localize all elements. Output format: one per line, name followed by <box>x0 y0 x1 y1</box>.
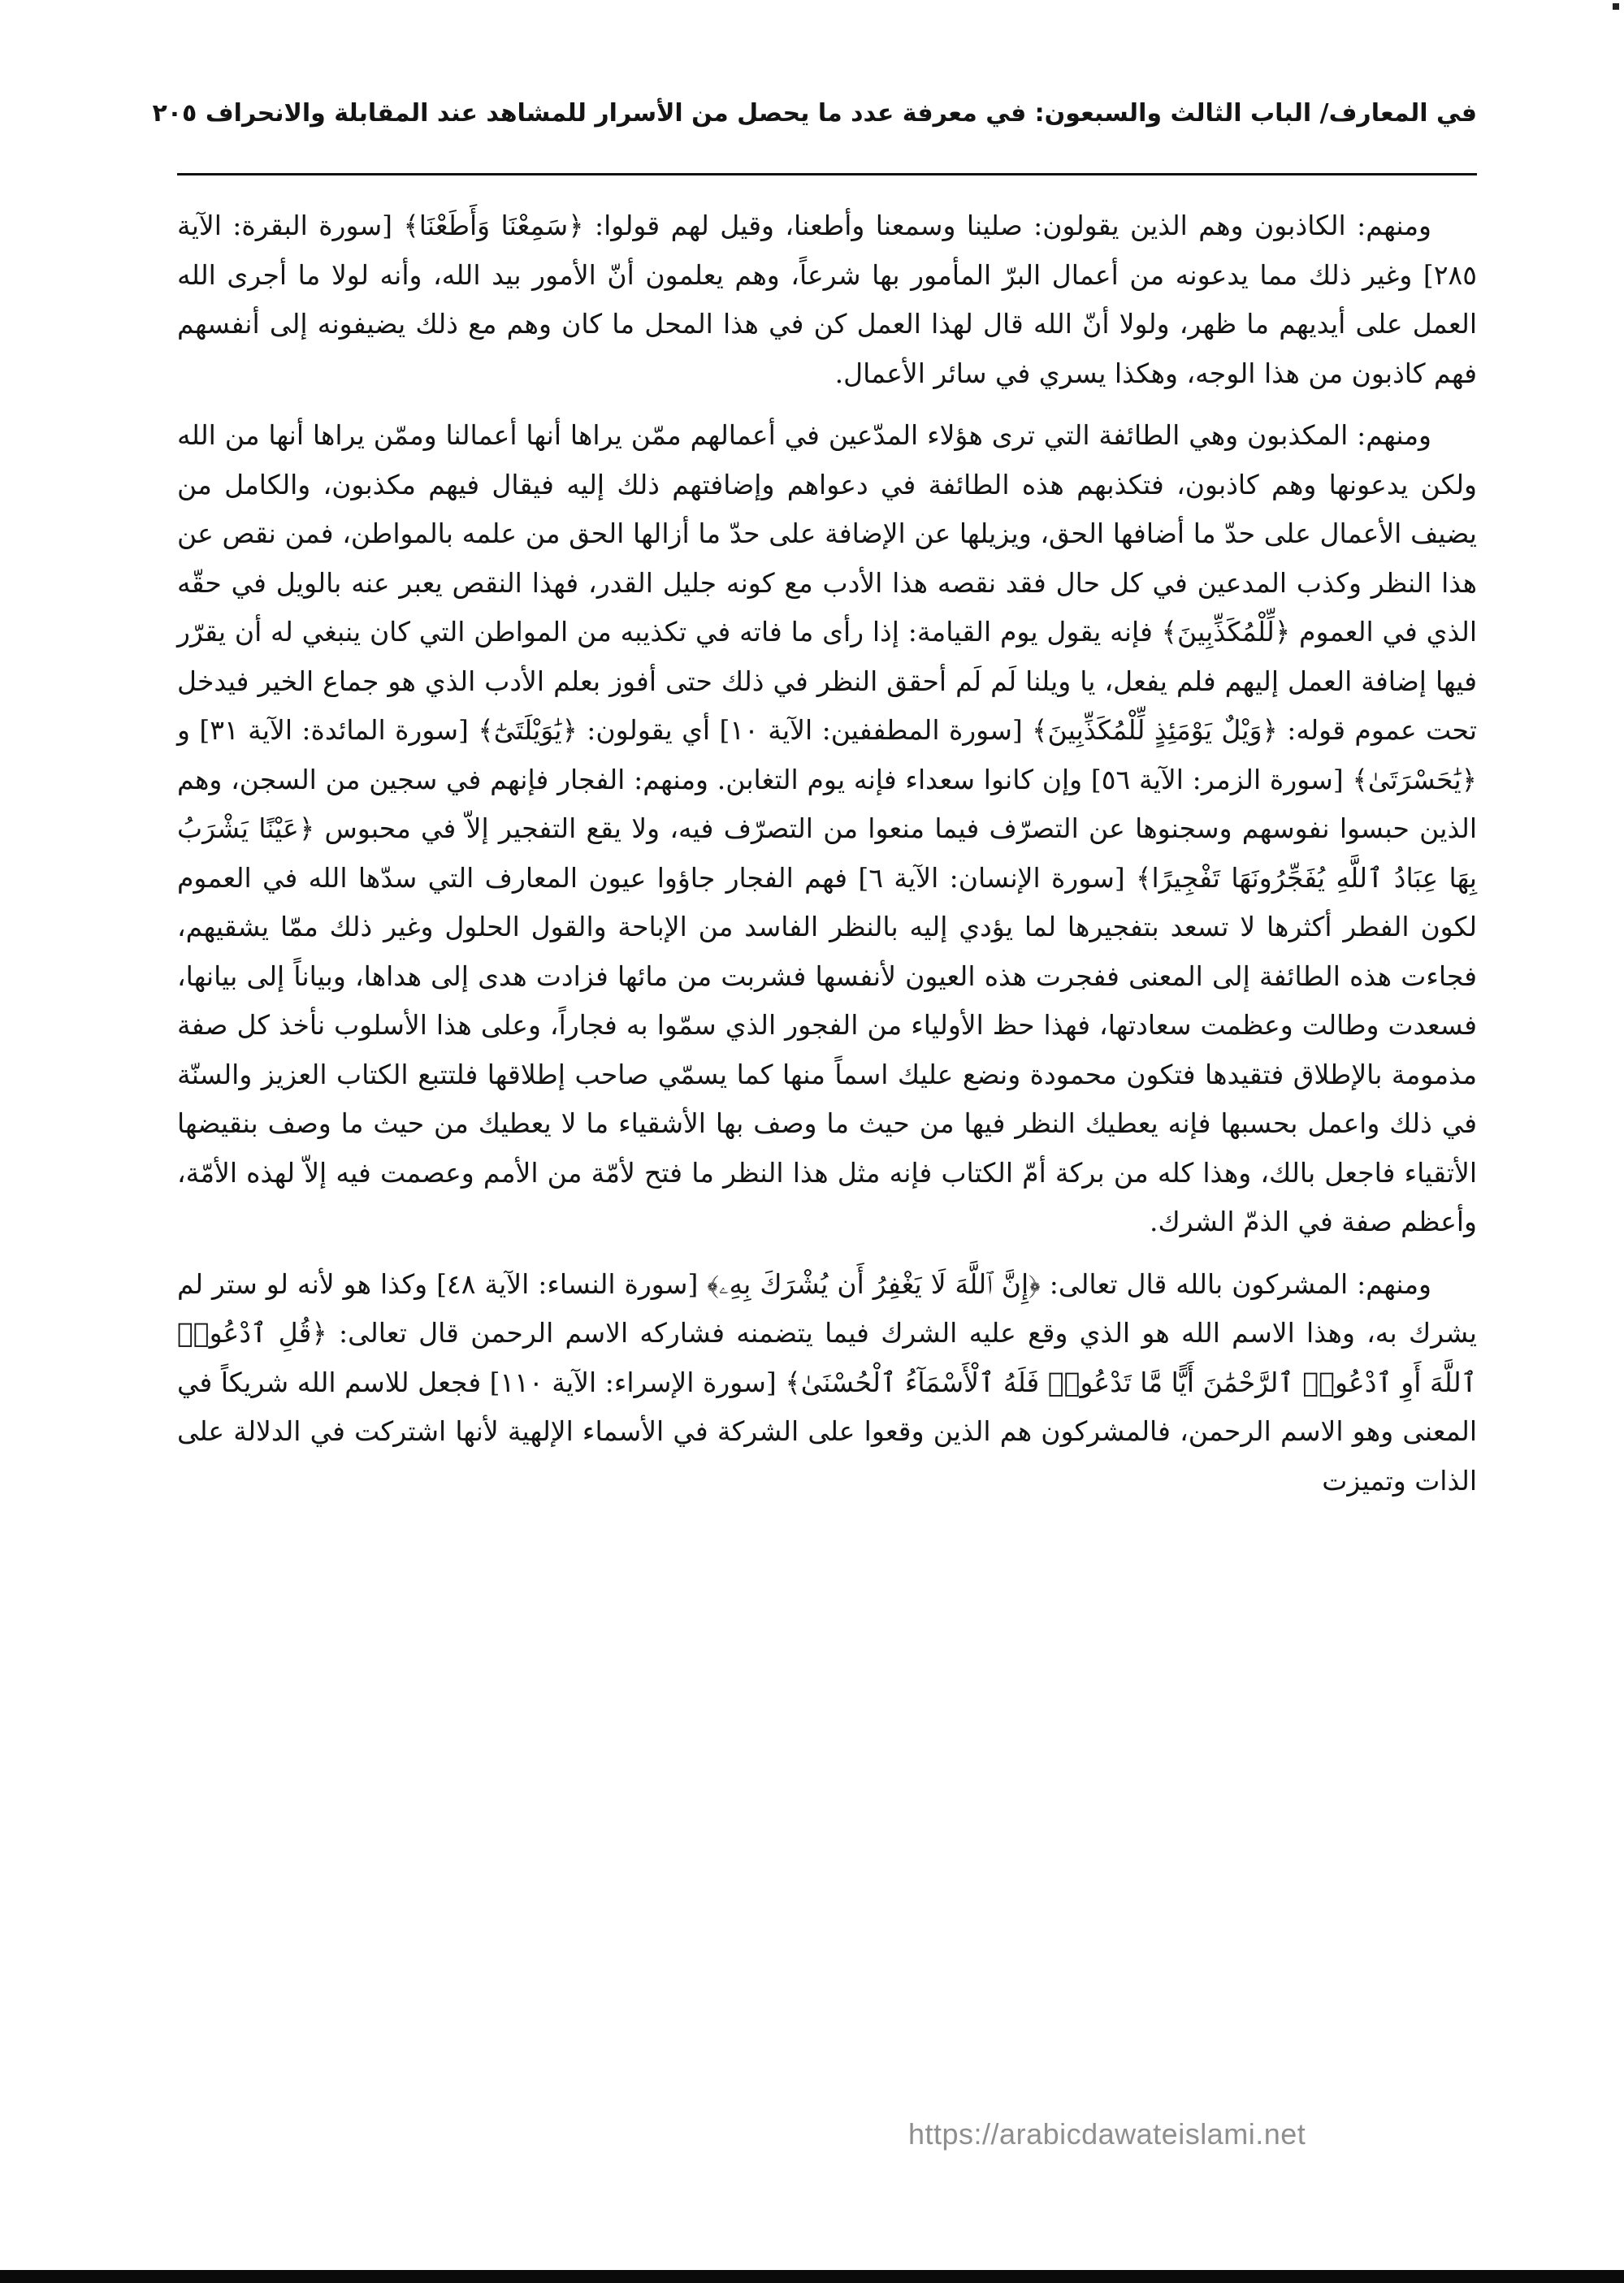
paragraph-associators: ومنهم: المشركون بالله قال تعالى: ﴿إِنَّ ٱللَّهَ لَا يَغْفِرُ أَن يُشْرَكَ بِهِۦ﴾ [سورة النساء: الآية ٤٨] وكذا هو لأنه لو ستر لم يشرك به، وهذا الاسم الله هو الذي وقع عليه الشرك فيما يتضمنه فشاركه الاسم الرحمن قال تعالى: ﴿قُلِ ٱدْعُوا۟ ٱللَّهَ أَوِ ٱدْعُوا۟ ٱلرَّحْمَٰنَ أَيًّا مَّا تَدْعُوا۟ فَلَهُ ٱلْأَسْمَآءُ ٱلْحُسْنَىٰ﴾ [سورة الإسراء: الآية ١١٠] فجعل للاسم الله شريكاً في المعنى وهو الاسم الرحمن، فالمشركون هم الذين وقعوا على الشركة في الأسماء الإلهية لأنها اشتركت في الدلالة على الذات وتميزت <box>177 1267 1477 1497</box>
running-header: في المعارف/ الباب الثالث والسبعون: في معرفة عدد ما يحصل من الأسرار للمشاهد عند المقابلة والانحراف ٢٠٥ <box>152 99 1477 128</box>
paragraph-liars: ومنهم: الكاذبون وهم الذين يقولون: صلينا وسمعنا وأطعنا، وقيل لهم قولوا: ﴿سَمِعْنَا وَأَطَعْنَا﴾ [سورة البقرة: الآية ٢٨٥] وغير ذلك مما يدعونه من أعمال البرّ المأمور بها شرعاً، وهم يعلمون أنّ الأمور بيد الله، وأنه لولا ما أجرى الله العمل على أيديهم ما ظهر، ولولا أنّ الله قال لهذا العمل كن في هذا المحل ما كان وهم مع ذلك يضيفونه إلى أنفسهم فهم كاذبون من هذا الوجه، وهكذا يسري في سائر الأعمال. <box>177 210 1477 389</box>
header-divider <box>177 173 1477 175</box>
page-body <box>177 201 1477 1505</box>
scan-corner-mark <box>1613 3 1619 10</box>
paragraph-deniers: ومنهم: المكذبون وهي الطائفة التي ترى هؤلاء المدّعين في أعمالهم ممّن يراها أنها أعمالنا وممّن يراها أنها من الله ولكن يدعونها وهم كاذبون، فتكذبهم هذه الطائفة في دعواهم وإضافتهم ذلك إليه فيقال فيهم مكذبون، والكامل من يضيف الأعمال على حدّ ما أضافها الحق، ويزيلها عن الإضافة على حدّ ما أزالها الحق من علمه بالمواطن، فمن نقص عن هذا النظر وكذب المدعين في كل حال فقد نقصه هذا الأدب مع كونه جليل القدر، فهذا النقص يعبر عنه بالويل في حقّه الذي في العموم ﴿لِّلْمُكَذِّبِينَ﴾ فإنه يقول يوم القيامة: إذا رأى ما فاته في تكذيبه من المواطن التي كان ينبغي له أن يقرّر فيها إضافة العمل إليهم فلم يفعل، يا ويلنا لَم لَم أحقق النظر في ذلك حتى أفوز بعلم الأدب الذي هو جماع الخير فيدخل تحت عموم قوله: ﴿وَيْلٌ يَوْمَئِذٍ لِّلْمُكَذِّبِينَ﴾ [سورة المطففين: الآية ١٠] أي يقولون: ﴿يَٰوَيْلَتَىٰٓ﴾ [سورة المائدة: الآية ٣١] و ﴿يَٰحَسْرَتَىٰ﴾ [سورة الزمر: الآية ٥٦] وإن كانوا سعداء فإنه يوم التغابن. ومنهم: الفجار فإنهم في سجين من السجن، وهم الذين حبسوا نفوسهم وسجنوها عن التصرّف فيما منعوا من التصرّف فيه، ولا يقع التفجير إلاّ في محبوس ﴿عَيْنًا يَشْرَبُ بِهَا عِبَادُ ٱللَّهِ يُفَجِّرُونَهَا تَفْجِيرًا﴾ [سورة الإنسان: الآية ٦] فهم الفجار جاؤوا عيون المعارف التي سدّها الله في العموم لكون الفطر أكثرها لا تسعد بتفجيرها لما يؤدي إليه بالنظر الفاسد من الإباحة والقول الحلول وغير ذلك ممّا يشقيهم، فجاءت هذه الطائفة إلى المعنى ففجرت هذه العيون لأنفسها فشربت من مائها فزادت هدى إلى هداها، وبياناً إلى بيانها، فسعدت وطالت وعظمت سعادتها، فهذا حظ الأولياء من الفجور الذي سمّوا به فجاراً، وعلى هذا الأسلوب نأخذ كل صفة مذمومة بالإطلاق فتقيدها فتكون محمودة ونضع عليك اسماً منها كما يسمّي صاحب إطلاقها فلتتبع الكتاب العزيز والسنّة في ذلك واعمل بحسبها فإنه يعطيك النظر فيها من حيث ما وصف بها الأشقياء ما لا يعطيك من حيث ما وصف بنقيضها الأتقياء فاجعل بالك، وهذا كله من بركة أمّ الكتاب فإنه مثل هذا النظر ما فتح لأمّة من الأمم وعصمت فيه إلاّ لهذه الأمّة، وأعظم صفة في الذمّ الشرك. <box>177 419 1478 1237</box>
source-watermark: https://arabicdawateislami.net <box>908 2117 1306 2151</box>
scan-bottom-border <box>0 2270 1624 2283</box>
